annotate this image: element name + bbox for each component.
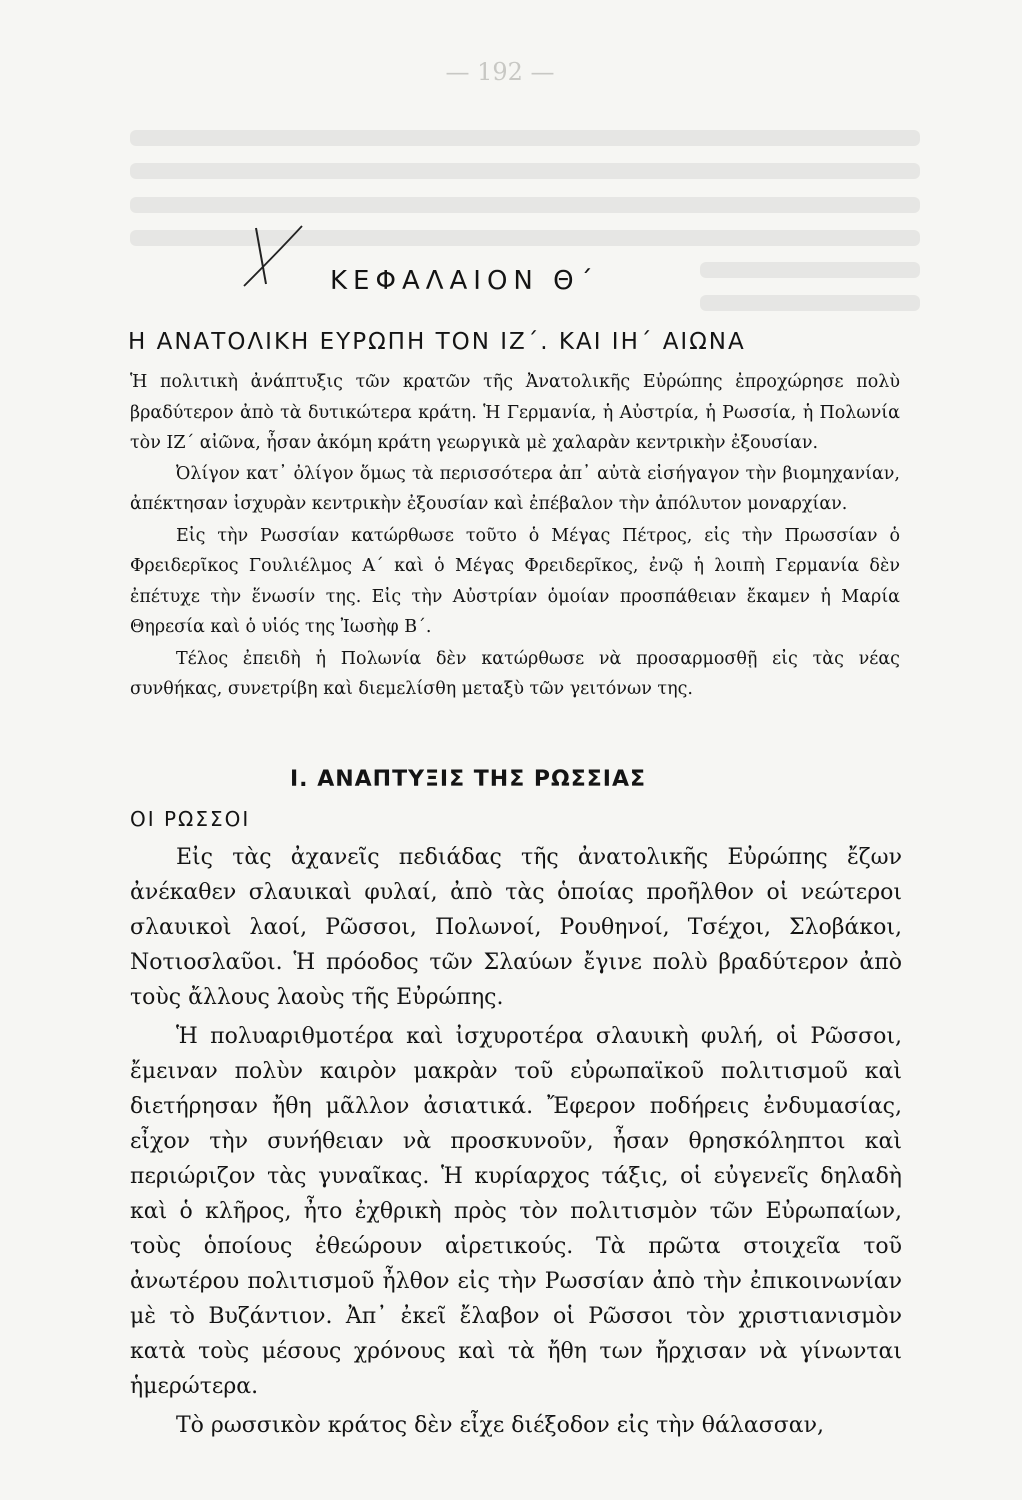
body-paragraph: Εἰς τὰς ἀχανεῖς πεδιάδας τῆς ἀνατολικῆς Εὐρώπης ἔζων ἀνέκαθεν σλαυικαὶ φυλαί, ἀπὸ τὰς ὁποίας προῆλθον οἱ νεώτεροι σλαυικοὶ λαοί, Ρῶσσοι, Πολωνοί, Ρουθηνοί, Τσέχοι, Σλοβάκοι, Νοτιοσλαῦοι. Ἡ πρόοδος τῶν Σλαύων ἔγινε πολὺ βραδύτερον ἀπὸ τοὺς ἄλλους λαοὺς τῆς Εὐρώπης. <box>130 845 902 1010</box>
section-heading: Ι. ΑΝΑΠΤΥΞΙΣ ΤΗΣ ΡΩΣΣΙΑΣ <box>290 767 647 792</box>
chapter-title: ΚΕΦΑΛΑΙΟΝ Θ΄ <box>330 266 599 296</box>
page-number: — 192 — <box>445 58 555 86</box>
intro-paragraph: Ὀλίγον κατ᾿ ὀλίγον ὅμως τὰ περισσότερα ἀπ᾿ αὐτὰ εἰσήγαγον τὴν βιομηχανίαν, ἀπέκτησαν ἰσχυρὰν κεντρικὴν ἐξουσίαν καὶ ἐπέβαλον τὴν ἀπόλυτον μοναρχίαν. <box>130 463 900 514</box>
section-label: ΟΙ ΡΩΣΣΟΙ <box>130 807 251 831</box>
body-paragraph: Ἡ πολυαριθμοτέρα καὶ ἰσχυροτέρα σλαυικὴ φυλή, οἱ Ρῶσσοι, ἔμειναν πολὺν καιρὸν μακρὰν τοῦ εὐρωπαϊκοῦ πολιτισμοῦ καὶ διετήρησαν ἤθη μᾶλλον ἀσιατικά. Ἔφερον ποδήρεις ἐνδυμασίας, εἶχον τὴν συνήθειαν νὰ προσκυνοῦν, ἦσαν θρησκόληπτοι καὶ περιώριζον τὰς γυναῖκας. Ἡ κυρίαρχος τάξις, οἱ εὐγενεῖς δηλαδὴ καὶ ὁ κλῆρος, ἦτο ἐχθρικὴ πρὸς τὸν πολιτισμὸν τῶν Εὐρωπαίων, τοὺς ὁποίους ἐθεώρουν αἱρετικούς. Τὰ πρῶτα στοιχεῖα τοῦ ἀνωτέρου πολιτισμοῦ ἦλθον εἰς τὴν Ρωσσίαν ἀπὸ τὴν ἐπικοινωνίαν μὲ τὸ Βυζάντιον. Ἀπ᾿ ἐκεῖ ἔλαβον οἱ Ρῶσσοι τὸν χριστιανισμὸν κατὰ τοὺς μέσους χρόνους καὶ τὰ ἤθη των ἤρχισαν νὰ γίνωνται ἡμερώτερα. <box>130 1024 902 1399</box>
body-paragraph: Τὸ ρωσσικὸν κράτος δὲν εἶχε διέξοδον εἰς τὴν θάλασσαν, <box>176 1413 824 1438</box>
intro-paragraph: Ἡ πολιτικὴ ἀνάπτυξις τῶν κρατῶν τῆς Ἀνατολικῆς Εὐρώπης ἐπροχώρησε πολὺ βραδύτερον ἀπὸ τὰ δυτικώτερα κράτη. Ἡ Γερμανία, ἡ Αὐστρία, ἡ Ρωσσία, ἡ Πολωνία τὸν ΙΖ΄ αἰῶνα, ἦσαν ἀκόμη κράτη γεωργικὰ μὲ χαλαρὰν κεντρικὴν ἐξουσίαν. <box>130 372 900 453</box>
intro-paragraph: Τέλος ἐπειδὴ ἡ Πολωνία δὲν κατώρθωσε νὰ προσαρμοσθῇ εἰς τὰς νέας συνθήκας, συνετρίβη καὶ διεμελίσθη μεταξὺ τῶν γειτόνων της. <box>130 648 900 699</box>
body-text <box>130 840 902 1443</box>
intro-text <box>130 367 900 705</box>
pencil-mark-icon <box>238 222 308 292</box>
chapter-subtitle: Η ΑΝΑΤΟΛΙΚΗ ΕΥΡΩΠΗ ΤΟΝ ΙΖ΄. ΚΑΙ ΙΗ΄ ΑΙΩΝΑ <box>128 329 746 355</box>
intro-paragraph: Εἰς τὴν Ρωσσίαν κατώρθωσε τοῦτο ὁ Μέγας Πέτρος, εἰς τὴν Πρωσσίαν ὁ Φρειδερῖκος Γουλιέλμος Α΄ καὶ ὁ Μέγας Φρειδερῖκος, ἐνῷ ἡ λοιπὴ Γερμανία δὲν ἐπέτυχε τὴν ἕνωσίν της. Εἰς τὴν Αὐστρίαν ὁμοίαν προσπάθειαν ἔκαμεν ἡ Μαρία Θηρεσία καὶ ὁ υἱός της Ἰωσὴφ Β΄. <box>130 525 900 637</box>
